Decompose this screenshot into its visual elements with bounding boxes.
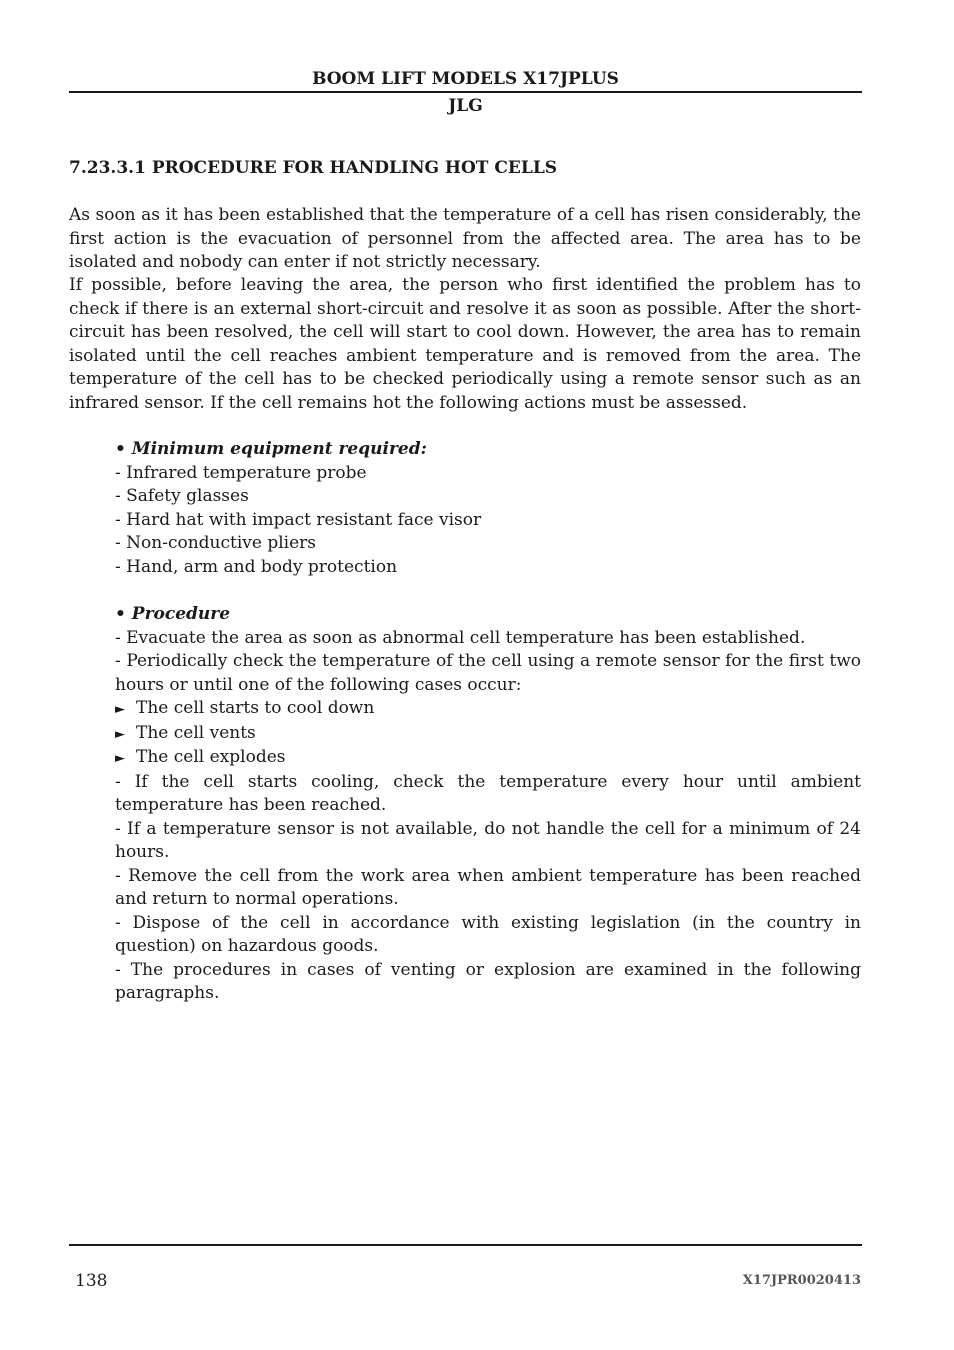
procedure-step: - Remove the cell from the work area when ambient temperature has been reached and return to normal operations. [115, 865, 861, 909]
arrow-right-icon: ► [115, 751, 125, 766]
arrow-right-icon: ► [115, 726, 125, 742]
list-item: - Hard hat with impact resistant face visor [115, 509, 482, 530]
procedure-step: - If the cell starts cooling, check the temperature every hour until ambient temperature has been reached. [115, 771, 861, 815]
equipment-heading: • Minimum equipment required: [115, 439, 427, 459]
procedure-list [115, 603, 861, 1006]
equipment-list [115, 438, 861, 579]
procedure-step: - If a temperature sensor is not available, do not handle the cell for a minimum of 24 hours. [115, 818, 861, 862]
case-label: The cell vents [136, 722, 256, 743]
list-item: - Safety glasses [115, 486, 249, 506]
procedure-heading: • Procedure [115, 604, 231, 624]
page-number: 138 [75, 1271, 108, 1291]
case-item [115, 697, 861, 722]
list-item: - Infrared temperature probe [115, 462, 367, 483]
case-label: The cell explodes [136, 747, 286, 767]
procedure-step: - Dispose of the cell in accordance with existing legislation (in the country in question) on hazardous goods. [115, 912, 861, 956]
list-item: - Non-conductive pliers [115, 533, 317, 553]
procedure-step: - Periodically check the temperature of the cell using a remote sensor for the first two hours or until one of the following cases occur: [115, 651, 861, 695]
intro-paragraph-1: As soon as it has been established that the temperature of a cell has risen considerably, the first action is the evacuation of personnel from the affected area. The area has to be isolated and nobody can enter if not strictly necessary. [69, 205, 861, 272]
procedure-step: - Evacuate the area as soon as abnormal cell temperature has been established. [115, 627, 806, 648]
header-brand: JLG [448, 96, 483, 116]
section-title: 7.23.3.1 PROCEDURE FOR HANDLING HOT CELLS [69, 158, 558, 178]
case-item [115, 746, 861, 771]
procedure-step: - The procedures in cases of venting or explosion are examined in the following paragraphs. [115, 959, 861, 1003]
list-item: - Hand, arm and body protection [115, 556, 398, 577]
footer-rule [69, 1244, 862, 1246]
intro-paragraph-2: If possible, before leaving the area, the person who first identified the problem has to check if there is an external short-circuit and resolve it as soon as possible. After the short-circuit has been resolved, the cell will start to cool down. However, the area has to remain isolated until the cell reaches ambient temperature and is removed from the area. The temperature of the cell has to be checked periodically using a remote sensor such as an infrared sensor. If the cell remains hot the following actions must be assessed. [69, 275, 861, 413]
header-title: BOOM LIFT MODELS X17JPLUS [312, 69, 619, 89]
document-code: X17JPR0020413 [742, 1273, 861, 1288]
header-rule [69, 91, 862, 93]
case-label: The cell starts to cool down [136, 698, 375, 718]
case-item [115, 722, 861, 747]
arrow-right-icon: ► [115, 702, 125, 717]
